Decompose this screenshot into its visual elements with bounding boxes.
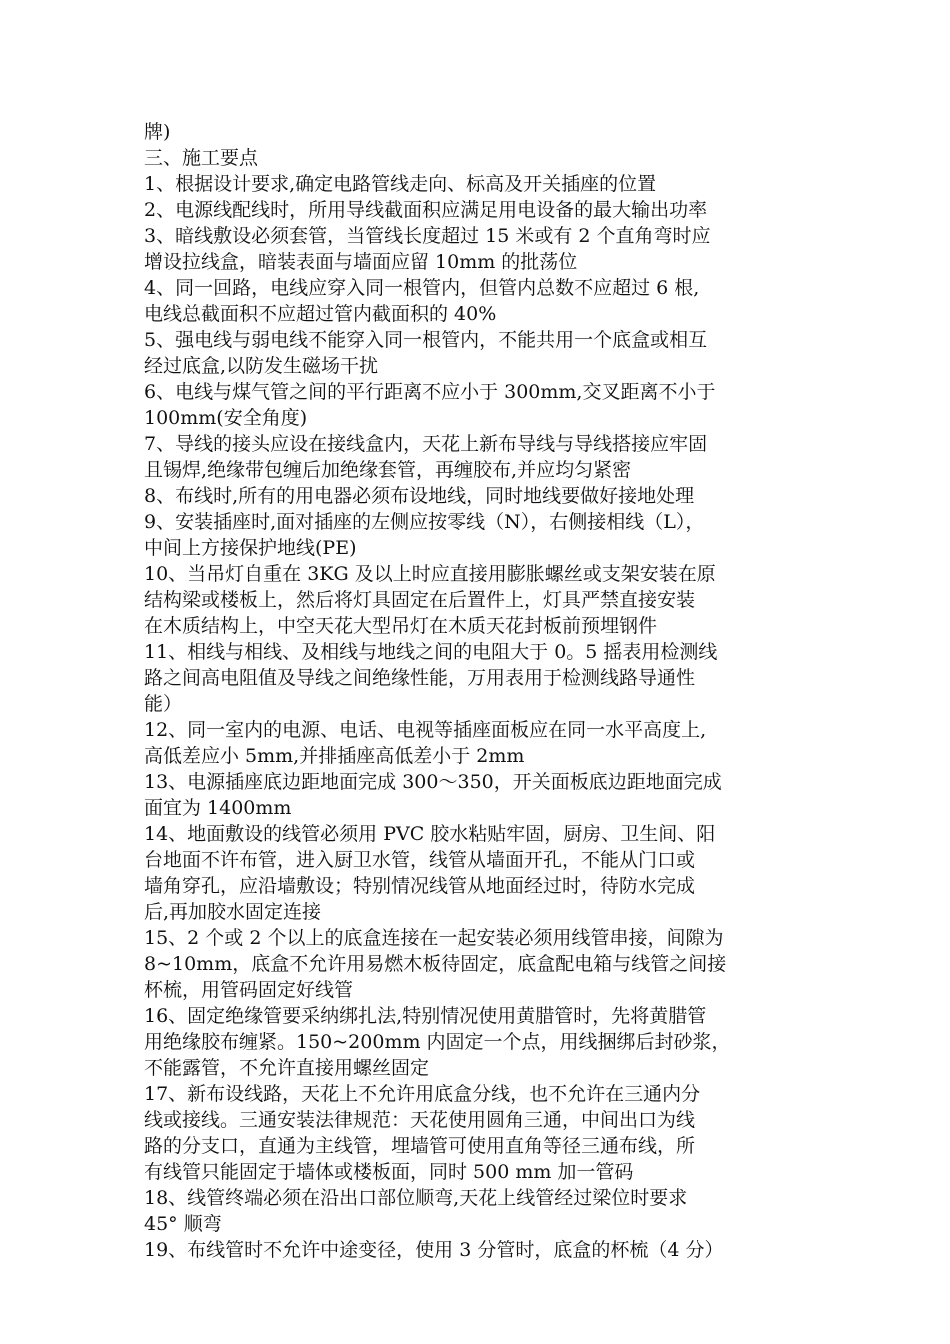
text-line: 11、相线与相线、及相线与地线之间的电阻大于 0。5 摇表用检测线 (144, 641, 718, 663)
text-line: 杯梳，用管码固定好线管 (144, 979, 354, 1001)
text-line: 经过底盒,以防发生磁场干扰 (144, 355, 379, 377)
text-line: 高低差应小 5mm,并排插座高低差小于 2mm (144, 745, 525, 767)
text-line: 45° 顺弯 (144, 1213, 222, 1235)
text-line: 7、导线的接头应设在接线盒内，天花上新布导线与导线搭接应牢固 (144, 433, 708, 455)
text-line: 路的分支口，直通为主线管，埋墙管可使用直角等径三通布线，所 (144, 1135, 696, 1157)
text-line: 16、固定绝缘管要采纳绑扎法,特别情况使用黄腊管时，先将黄腊管 (144, 1005, 707, 1027)
text-line: 用绝缘胶布缠紧。150~200mm 内固定一个点，用线捆绑后封砂浆， (144, 1031, 731, 1053)
document-body (144, 119, 812, 1263)
text-line: 8~10mm，底盒不允许用易燃木板待固定，底盒配电箱与线管之间接 (144, 953, 727, 975)
text-line: 后,再加胶水固定连接 (144, 901, 322, 923)
text-line: 不能露管，不允许直接用螺丝固定 (144, 1057, 430, 1079)
text-line: 14、地面敷设的线管必须用 PVC 胶水粘贴牢固，厨房、卫生间、阳 (144, 823, 716, 845)
text-line: 17、新布设线路，天花上不允许用底盒分线，也不允许在三通内分 (144, 1083, 701, 1105)
text-line: 有线管只能固定于墙体或楼板面，同时 500 mm 加一管码 (144, 1161, 634, 1183)
text-line: 8、布线时,所有的用电器必须布设地线，同时地线要做好接地处理 (144, 485, 695, 507)
text-line: 台地面不许布管，进入厨卫水管，线管从墙面开孔，不能从门口或 (144, 849, 696, 871)
text-line: 面宜为 1400mm (144, 797, 292, 819)
text-line: 电线总截面积不应超过管内截面积的 40% (144, 303, 497, 325)
text-line: 9、安装插座时,面对插座的左侧应按零线（N），右侧接相线（L）， (144, 511, 705, 533)
text-line: 牌) (144, 121, 171, 143)
text-line: 在木质结构上，中空天花大型吊灯在木质天花封板前预埋钢件 (144, 615, 658, 637)
text-line: 100mm(安全角度) (144, 407, 308, 429)
text-line: 6、电线与煤气管之间的平行距离不应小于 300mm,交叉距离不小于 (144, 381, 716, 403)
text-line: 能） (144, 693, 183, 715)
text-line: 3、暗线敷设必须套管，当管线长度超过 15 米或有 2 个直角弯时应 (144, 225, 711, 247)
text-line: 19、布线管时不允许中途变径，使用 3 分管时，底盒的杯梳（4 分） (144, 1239, 724, 1261)
section-heading: 三、施工要点 (144, 147, 259, 169)
text-line: 18、线管终端必须在沿出口部位顺弯,天花上线管经过梁位时要求 (144, 1187, 688, 1209)
text-line: 2、电源线配线时，所用导线截面积应满足用电设备的最大输出功率 (144, 199, 708, 221)
text-line: 墙角穿孔，应沿墙敷设；特别情况线管从地面经过时，待防水完成 (144, 875, 696, 897)
text-line: 线或接线。三通安装法律规范：天花使用圆角三通，中间出口为线 (144, 1109, 696, 1131)
text-line: 5、强电线与弱电线不能穿入同一根管内，不能共用一个底盒或相互 (144, 329, 708, 351)
text-line: 结构梁或楼板上，然后将灯具固定在后置件上，灯具严禁直接安装 (144, 589, 696, 611)
text-line: 13、电源插座底边距地面完成 300～350，开关面板底边距地面完成 (144, 771, 722, 793)
text-line: 增设拉线盒，暗装表面与墙面应留 10mm 的批荡位 (144, 251, 578, 273)
text-line: 且锡焊,绝缘带包缠后加绝缘套管，再缠胶布,并应均匀紧密 (144, 459, 632, 481)
text-line: 12、同一室内的电源、电话、电视等插座面板应在同一水平高度上, (144, 719, 707, 741)
text-line: 4、同一回路，电线应穿入同一根管内，但管内总数不应超过 6 根, (144, 277, 700, 299)
text-line: 1、根据设计要求,确定电路管线走向、标高及开关插座的位置 (144, 173, 657, 195)
text-line: 10、当吊灯自重在 3KG 及以上时应直接用膨胀螺丝或支架安装在原 (144, 563, 716, 585)
text-line: 15、2 个或 2 个以上的底盒连接在一起安装必须用线管串接，间隙为 (144, 927, 724, 949)
text-line: 中间上方接保护地线(PE) (144, 537, 357, 559)
text-line: 路之间高电阻值及导线之间绝缘性能，万用表用于检测线路导通性 (144, 667, 696, 689)
